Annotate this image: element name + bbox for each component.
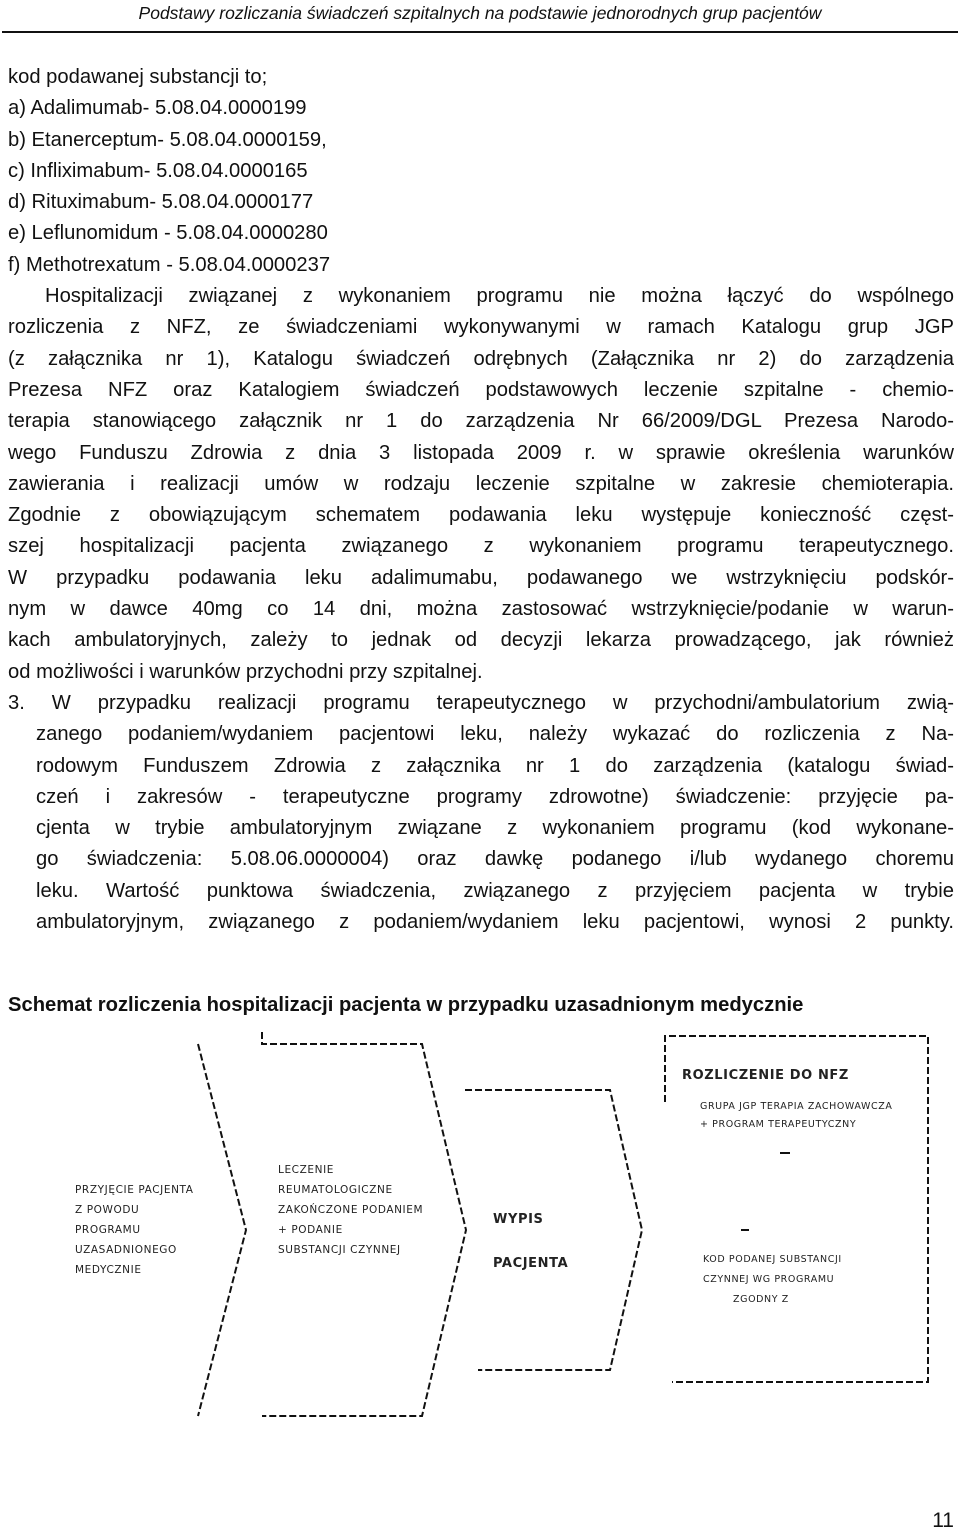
text-line: 3. W przypadku realizacji programu terapeutycznego w przychodni/ambulatorium zwią- — [8, 691, 954, 714]
stage-admission-label — [75, 1180, 194, 1280]
billing-substance-label — [703, 1250, 842, 1310]
billing-flow-diagram — [0, 1030, 960, 1430]
list-item: e) Leflunomidum - 5.08.04.0000280 — [8, 222, 328, 245]
text-line: kach ambulatoryjnych, zależy to jednak od decyzji lekarza prowadzącego, jak również — [8, 629, 954, 652]
schema-title: Schemat rozliczenia hospitalizacji pacjenta w przypadku uzasadnionym medycznie — [8, 994, 804, 1016]
stage-treatment-line: LECZENIE — [278, 1164, 335, 1176]
text-line: zanego podaniem/wydaniem pacjentowi leku, należy wykazać do rozliczenia z Na- — [36, 723, 954, 746]
list-item: c) Infliximabum- 5.08.04.0000165 — [8, 159, 308, 182]
text-line: rozliczenia z NFZ, ze świadczeniami wykonywanymi w ramach Katalogu grup JGP — [8, 316, 954, 339]
text-line: cjenta w trybie ambulatoryjnym związane z wykonaniem programu (kod wykonane- — [36, 817, 954, 840]
text-line: szej hospitalizacji pacjenta związanego z wykonaniem programu terapeutycznego. — [8, 535, 954, 558]
billing-substance-line: ZGODNY Z — [733, 1294, 789, 1305]
text-line: Zgodnie z obowiązującym schematem podawania leku występuje konieczność częst- — [8, 504, 954, 527]
billing-jgp-line: GRUPA JGP TERAPIA ZACHOWAWCZA — [700, 1101, 893, 1112]
stage-treatment-line: ZAKOŃCZONE PODANIEM — [278, 1204, 424, 1216]
billing-box-outline — [665, 1036, 928, 1382]
stage-treatment-line: + PODANIE — [278, 1224, 343, 1236]
billing-substance-line: CZYNNEJ WG PROGRAMU — [703, 1274, 835, 1285]
text-line: rodowym Funduszem Zdrowia z załącznika nr 1 do zarządzenia (katalogu świad- — [36, 754, 954, 777]
page-number: 11 — [932, 1509, 954, 1532]
text-line: W przypadku podawania leku adalimumabu, podawanego we wstrzyknięciu podskór- — [8, 566, 954, 589]
billing-jgp-line: + PROGRAM TERAPEUTYCZNY — [700, 1119, 857, 1130]
body-text — [8, 62, 954, 938]
header-rule — [2, 31, 958, 33]
text-line: leku. Wartość punktowa świadczenia, związanego z przyjęciem pacjenta w trybie — [36, 879, 954, 902]
text-line: Prezesa NFZ oraz Katalogiem świadczeń podstawowych leczenie szpitalne - chemio- — [8, 378, 954, 401]
text-line: ambulatoryjnym, związanego z podaniem/wydaniem leku pacjentowi, wynosi 2 punkty. — [36, 911, 954, 934]
text-line: zawierania i realizacji umów w rodzaju leczenie szpitalne w zakresie chemioterapia. — [8, 472, 954, 495]
stage-admission-line: MEDYCZNIE — [75, 1264, 142, 1276]
list-item: a) Adalimumab- 5.08.04.0000199 — [8, 97, 307, 120]
text-line: go świadczenia: 5.08.06.0000004) oraz dawkę podanego i/lub wydanego choremu — [36, 848, 954, 871]
stage-admission-line: PRZYJĘCIE PACJENTA — [75, 1184, 194, 1196]
text-line: nym w dawce 40mg co 14 dni, można zastosować wstrzyknięcie/podanie w warun- — [8, 598, 954, 621]
stage-admission-line: PROGRAMU — [75, 1224, 141, 1236]
text-line: kod podawanej substancji to; — [8, 66, 268, 88]
list-item: b) Etanerceptum- 5.08.04.0000159, — [8, 128, 327, 151]
text-line: czeń i zakresów - terapeutyczne programy zdrowotne) świadczenie: przyjęcie pa- — [36, 785, 954, 808]
text-line: wego Funduszu Zdrowia z dnia 3 listopada 2009 r. w sprawie określenia warunków — [8, 441, 954, 464]
list-item: f) Methotrexatum - 5.08.04.0000237 — [8, 253, 331, 276]
billing-title: ROZLICZENIE DO NFZ — [682, 1068, 849, 1083]
stage-treatment-line: SUBSTANCJI CZYNNEJ — [278, 1244, 401, 1256]
text-line: (z załącznika nr 1), Katalogu świadczeń odrębnych (Załącznika nr 2) do zarządzenia — [8, 347, 954, 370]
stage-discharge-line: PACJENTA — [493, 1256, 569, 1271]
stage-admission-line: Z POWODU — [75, 1204, 140, 1216]
stage-treatment-label — [278, 1160, 423, 1260]
billing-jgp-label — [700, 1098, 892, 1134]
stage-discharge-line: WYPIS — [493, 1212, 544, 1227]
chevron-arrow-1 — [198, 1044, 246, 1416]
text-line: od możliwości i warunków przychodni przy szpitalnej. — [8, 660, 483, 683]
list-item: d) Rituximabum- 5.08.04.0000177 — [8, 191, 314, 214]
billing-substance-line: KOD PODANEJ SUBSTANCJI — [703, 1254, 842, 1265]
running-header: Podstawy rozliczania świadczeń szpitalnych na podstawie jednorodnych grup pacjentów — [138, 3, 822, 23]
text-line: terapia stanowiącego załącznik nr 1 do zarządzenia Nr 66/2009/DGL Prezesa Narodo- — [8, 410, 954, 433]
stage-admission-line: UZASADNIONEGO — [75, 1244, 177, 1256]
text-line: Hospitalizacji związanej z wykonaniem programu nie można łączyć do wspólnego — [45, 285, 954, 308]
stage-discharge-label — [493, 1198, 568, 1286]
stage-treatment-line: REUMATOLOGICZNE — [278, 1184, 393, 1196]
